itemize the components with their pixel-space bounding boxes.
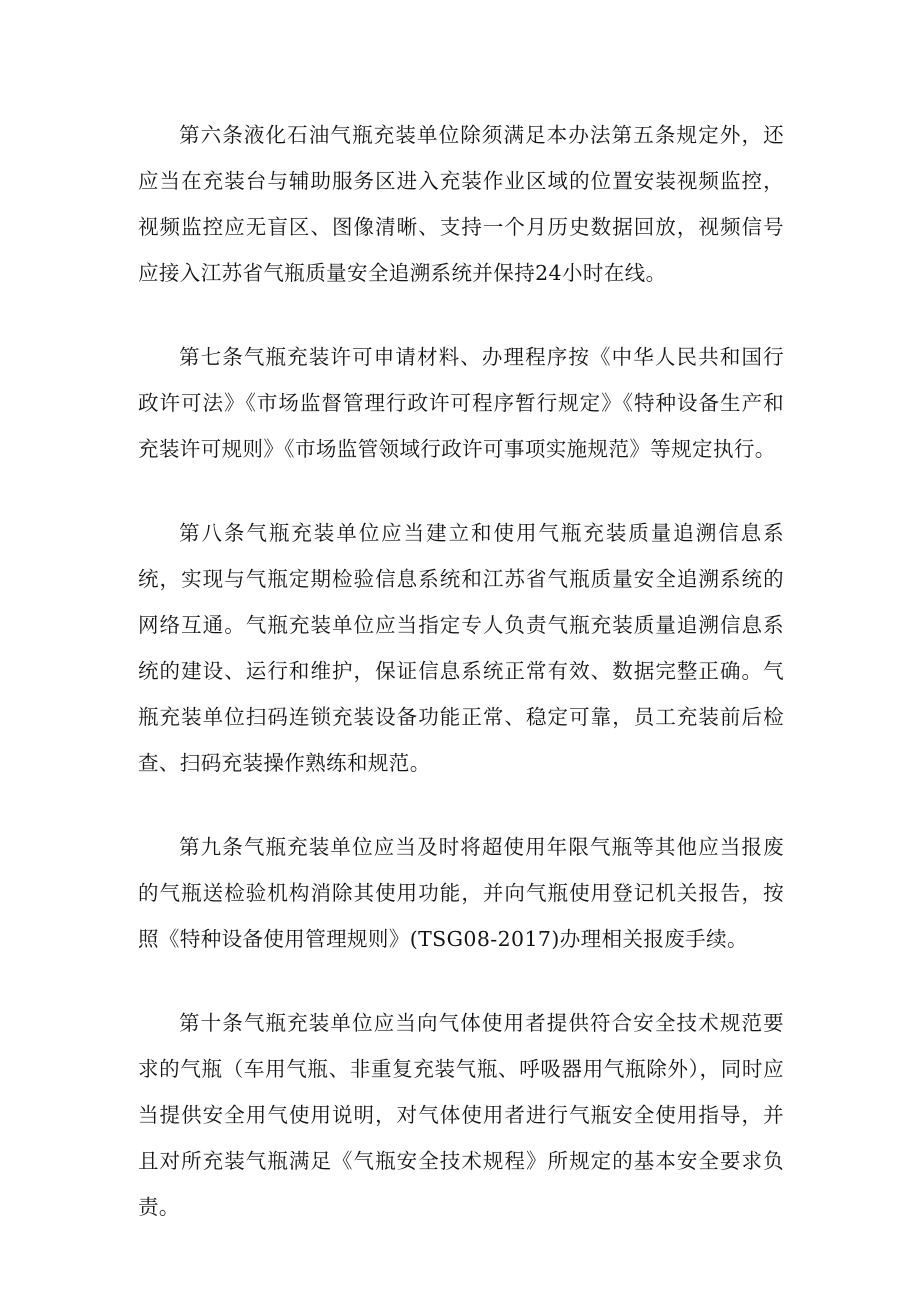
- paragraph-article-6: 第六条液化石油气瓶充装单位除须满足本办法第五条规定外，还应当在充装台与辅助服务区进入充装作业区域的位置安装视频监控，视频监控应无盲区、图像清晰、支持一个月历史数据回放，视频信号应接入江苏省气瓶质量安全追溯系统并保持24小时在线。: [138, 123, 784, 285]
- paragraph-article-10: 第十条气瓶充装单位应当向气体使用者提供符合安全技术规范要求的气瓶（车用气瓶、非重复充装气瓶、呼吸器用气瓶除外），同时应当提供安全用气使用说明，对气体使用者进行气瓶安全使用指导，并且对所充装气瓶满足《气瓶安全技术规程》所规定的基本安全要求负责。: [138, 1011, 784, 1219]
- paragraph-article-7: 第七条气瓶充装许可申请材料、办理程序按《中华人民共和国行政许可法》《市场监督管理行政许可程序暂行规定》《特种设备生产和充装许可规则》《市场监管领域行政许可事项实施规范》等规定执行。: [138, 345, 784, 461]
- paragraph-article-8: 第八条气瓶充装单位应当建立和使用气瓶充装质量追溯信息系统，实现与气瓶定期检验信息系统和江苏省气瓶质量安全追溯系统的网络互通。气瓶充装单位应当指定专人负责气瓶充装质量追溯信息系统的建设、运行和维护，保证信息系统正常有效、数据完整正确。气瓶充装单位扫码连锁充装设备功能正常、稳定可靠，员工充装前后检查、扫码充装操作熟练和规范。: [138, 521, 784, 775]
- document-body: [138, 112, 784, 1268]
- paragraph-article-9: 第九条气瓶充装单位应当及时将超使用年限气瓶等其他应当报废的气瓶送检验机构消除其使用功能，并向气瓶使用登记机关报告，按照《特种设备使用管理规则》(TSG08-2017)办理相关报废手续。: [138, 835, 784, 951]
